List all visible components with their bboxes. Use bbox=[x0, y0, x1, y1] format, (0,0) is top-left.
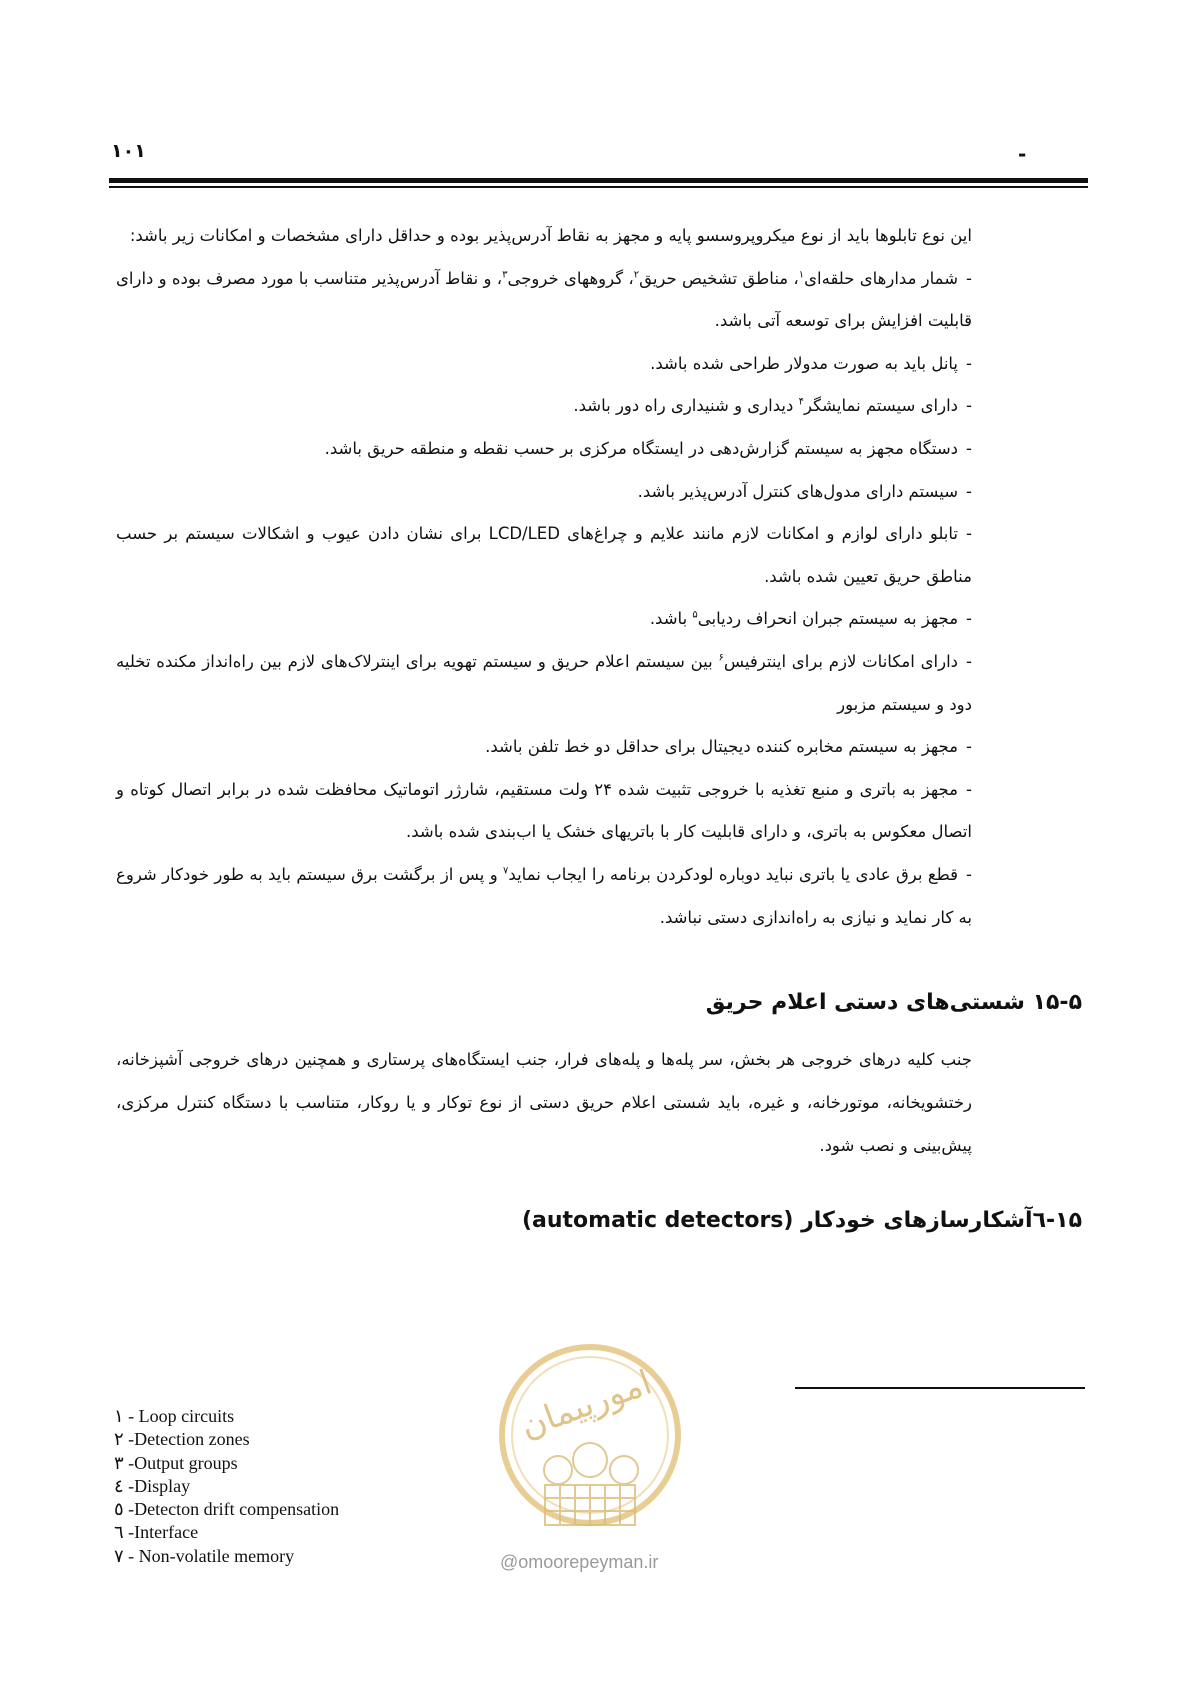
footnote-item: ٤ -Display bbox=[114, 1475, 191, 1496]
footnote-ref: ۴ bbox=[798, 396, 804, 408]
section-5-body bbox=[116, 1038, 972, 1167]
footnote-item: ۱ - Loop circuits bbox=[114, 1406, 235, 1426]
bullet-item-4: -دستگاه مجهز به سیستم گزارش‌دهی در ایستگاه مرکزی بر حسب نقطه و منطقه حریق باشد. bbox=[324, 438, 972, 458]
bullet-item-3: -دارای سیستم نمایشگر$^۴$ دیداری و شنیداری راه دور باشد. bbox=[573, 396, 972, 416]
section-6-heading: ۱۵-٦آشکارسازهای خودکار (automatic detectors) bbox=[521, 1208, 1082, 1233]
bullet-mark: - bbox=[966, 481, 972, 501]
header-rule-thick bbox=[109, 178, 1088, 183]
bullet-item-6: -تابلو دارای لوازم و امکانات لازم مانند علایم و چراغ‌های LCD/LED برای نشان دادن عیوب و اشکالات سیستم بر حسب مناطق حریق تعیین شده باشد. bbox=[116, 524, 972, 586]
footnote-item: ۳ -Output groups bbox=[114, 1452, 238, 1473]
bullet-mark: - bbox=[966, 779, 972, 799]
bullet-item-1: -شمار مدارهای حلقه‌ای$^۱$، مناطق تشخیص حریق$^۲$، گروههای خروجی$^۳$، و نقاط آدرس‌پذیر متناسب با مورد مصرف بوده و دارای قابلیت افزایش برای توسعه آتی باشد. bbox=[116, 268, 973, 331]
bullet-mark: - bbox=[966, 268, 973, 288]
bullet-item-10: -مجهز به باتری و منبع تغذیه با خروجی تثبیت شده ۲۴ ولت مستقیم، شارژر اتوماتیک محافظت شده در برابر اتصال کوتاه و اتصال معکوس به باتری، و دارای قابلیت کار با باتریهای خشک یا اب‌بندی شده باشد. bbox=[116, 779, 972, 842]
watermark-logo-icon bbox=[490, 1340, 690, 1570]
footnote-separator bbox=[795, 1387, 1085, 1389]
header-dash: - bbox=[1018, 142, 1027, 166]
bullet-mark: - bbox=[966, 609, 972, 629]
footnote-item: ٥ -Detecton drift compensation bbox=[114, 1499, 340, 1520]
watermark-logo-text: امورپیمان bbox=[515, 1362, 658, 1447]
footnote-item: ۷ - Non-volatile memory bbox=[114, 1545, 295, 1566]
watermark-url: @omoorepeyman.ir bbox=[500, 1552, 659, 1572]
bullet-item-5: -سیستم دارای مدول‌های کنترل آدرس‌پذیر باشد. bbox=[637, 481, 972, 501]
bullet-mark: - bbox=[966, 651, 972, 671]
bullet-mark: - bbox=[966, 737, 972, 757]
requirements-body bbox=[116, 215, 972, 939]
section-5-heading: ۱۵-۵ شستی‌های دستی اعلام حریق bbox=[705, 990, 1082, 1015]
footnote-ref: ۲ bbox=[633, 269, 640, 281]
footnotes-list bbox=[114, 1405, 339, 1568]
bullet-item-11: -قطع برق عادی یا باتری نباید دوباره لودکردن برنامه را ایجاب نماید$^۷$ و پس از برگشت برق سیستم باید به طور خودکار شروع به کار نماید و نیازی به راه‌اندازی دستی نباشد. bbox=[116, 864, 972, 927]
bullet-item-7: -مجهز به سیستم جبران انحراف ردیابی$^۵$ باشد. bbox=[649, 609, 972, 629]
footnote-item: ٦ -Interface bbox=[114, 1522, 199, 1543]
bullet-item-8: -دارای امکانات لازم برای اینترفیس$^۶$ بین سیستم اعلام حریق و سیستم تهویه برای اینترلاک‌های لازم بین راه‌انداز مکنده تخلیه دود و سیستم مزبور bbox=[116, 651, 972, 714]
bullet-item-9: -مجهز به سیستم مخابره کننده دیجیتال برای حداقل دو خط تلفن باشد. bbox=[485, 737, 972, 757]
intro-paragraph: این نوع تابلوها باید از نوع میکروپروسسو پایه و مجهز به نقاط آدرس‌پذیر بوده و حداقل دارای مشخصات و امکانات زیر باشد: bbox=[129, 226, 972, 245]
page-number: ۱۰۱ bbox=[111, 140, 146, 162]
footnote-ref: ۵ bbox=[692, 609, 698, 621]
footnote-ref: ۱ bbox=[798, 269, 805, 281]
header-rule-thin bbox=[109, 186, 1088, 188]
section-5-paragraph: جنب کلیه درهای خروجی هر بخش، سر پله‌ها و پله‌های فرار، جنب ایستگاه‌های پرستاری و همچنین درهای خروجی آشپزخانه، رختشویخانه، موتورخانه، و غیره، باید شستی اعلام حریق دستی از نوع توکار و یا روکار، متناسب با دستگاه کنترل مرکزی، پیش‌بینی و نصب شود. bbox=[116, 1050, 972, 1155]
bullet-mark: - bbox=[966, 396, 972, 416]
bullet-mark: - bbox=[966, 353, 972, 373]
bullet-mark: - bbox=[966, 524, 972, 544]
footnote-ref: ۳ bbox=[502, 269, 508, 281]
footnote-ref: ۶ bbox=[718, 652, 724, 664]
bullet-mark: - bbox=[966, 864, 972, 884]
bullet-mark: - bbox=[966, 438, 972, 458]
footnote-ref: ۷ bbox=[503, 865, 509, 877]
footnote-item: ۲ -Detection zones bbox=[114, 1429, 250, 1450]
bullet-item-2: -پانل باید به صورت مدولار طراحی شده باشد. bbox=[650, 353, 972, 373]
